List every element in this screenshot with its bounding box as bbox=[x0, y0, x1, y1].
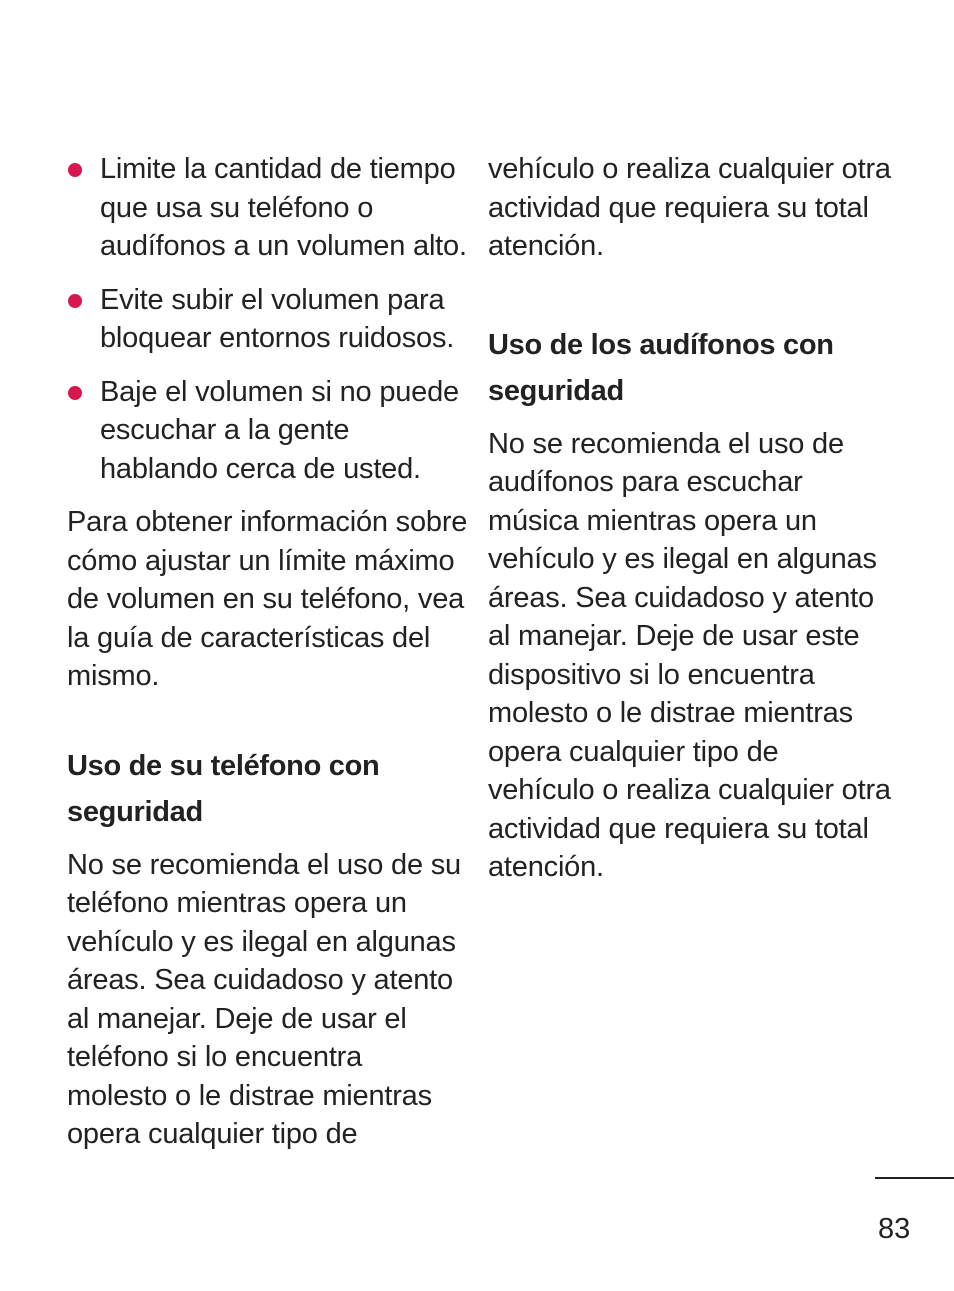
heading-line: Uso de los audífonos con bbox=[488, 328, 834, 361]
paragraph-line: al manejar. Deje de usar este bbox=[488, 620, 860, 652]
heading-line: seguridad bbox=[67, 796, 203, 828]
headphone-safety-heading bbox=[488, 281, 888, 425]
paragraph-line: molesto o le distrae mientras bbox=[488, 697, 853, 729]
bullet-dot-icon bbox=[68, 386, 82, 400]
paragraph-line: molesto o le distrae mientras bbox=[67, 1079, 432, 1112]
paragraph-line: atención. bbox=[488, 230, 604, 262]
bullet-item bbox=[67, 150, 467, 266]
bullet-line: Baje el volumen si no puede bbox=[100, 375, 459, 408]
bullet-line: escuchar a la gente bbox=[100, 414, 350, 446]
paragraph-line: No se recomienda el uso de bbox=[488, 427, 844, 460]
paragraph-line: No se recomienda el uso de su bbox=[67, 848, 461, 881]
left-column bbox=[67, 150, 468, 1169]
paragraph-line: vehículo y es ilegal en algunas bbox=[488, 543, 877, 575]
paragraph-line: teléfono si lo encuentra bbox=[67, 1041, 363, 1073]
bullet-line: bloquear entornos ruidosos. bbox=[100, 322, 455, 354]
paragraph-line: vehículo o realiza cualquier otra bbox=[488, 153, 891, 185]
footer-rule bbox=[875, 1177, 954, 1179]
paragraph-line: dispositivo si lo encuentra bbox=[488, 658, 815, 691]
page-number: 83 bbox=[878, 1213, 911, 1245]
paragraph-line: áreas. Sea cuidadoso y atento bbox=[67, 964, 453, 996]
bullet-line: Limite la cantidad de tiempo bbox=[100, 153, 456, 185]
continuation-paragraph bbox=[488, 150, 891, 266]
paragraph-line: atención. bbox=[488, 851, 604, 883]
paragraph-line: Para obtener información sobre bbox=[67, 506, 468, 538]
bullet-item bbox=[67, 373, 462, 489]
paragraph-line: actividad que requiera su total bbox=[488, 191, 869, 224]
headphone-safety-body bbox=[488, 425, 891, 887]
paragraph-line: al manejar. Deje de usar el bbox=[67, 1002, 407, 1035]
heading-line: seguridad bbox=[488, 375, 624, 407]
paragraph-line: vehículo y es ilegal en algunas bbox=[67, 925, 456, 958]
paragraph-line: mismo. bbox=[67, 660, 160, 692]
paragraph-line: audífonos para escuchar bbox=[488, 466, 803, 498]
paragraph-line: actividad que requiera su total bbox=[488, 812, 869, 845]
bullet-dot-icon bbox=[68, 294, 82, 308]
volume-info-paragraph bbox=[67, 503, 468, 696]
paragraph-line: cómo ajustar un límite máximo bbox=[67, 544, 455, 577]
paragraph-line: teléfono mientras opera un bbox=[67, 887, 407, 919]
bullet-line: hablando cerca de usted. bbox=[100, 452, 421, 485]
paragraph-line: la guía de características del bbox=[67, 621, 431, 654]
phone-safety-body bbox=[67, 846, 462, 1154]
bullet-dot-icon bbox=[68, 163, 82, 177]
safety-bullet-list bbox=[67, 150, 467, 488]
bullet-line: audífonos a un volumen alto. bbox=[100, 230, 467, 262]
paragraph-line: opera cualquier tipo de bbox=[488, 735, 779, 768]
bullet-item bbox=[67, 281, 462, 358]
phone-safety-heading bbox=[67, 711, 462, 846]
heading-line: Uso de su teléfono con bbox=[67, 749, 380, 782]
paragraph-line: vehículo o realiza cualquier otra bbox=[488, 774, 891, 806]
bullet-line: Evite subir el volumen para bbox=[100, 283, 445, 316]
paragraph-line: de volumen en su teléfono, vea bbox=[67, 583, 465, 615]
paragraph-line: opera cualquier tipo de bbox=[67, 1118, 358, 1150]
right-column bbox=[488, 150, 891, 902]
paragraph-line: áreas. Sea cuidadoso y atento bbox=[488, 581, 874, 614]
bullet-line: que usa su teléfono o bbox=[100, 191, 374, 224]
paragraph-line: música mientras opera un bbox=[488, 504, 817, 537]
